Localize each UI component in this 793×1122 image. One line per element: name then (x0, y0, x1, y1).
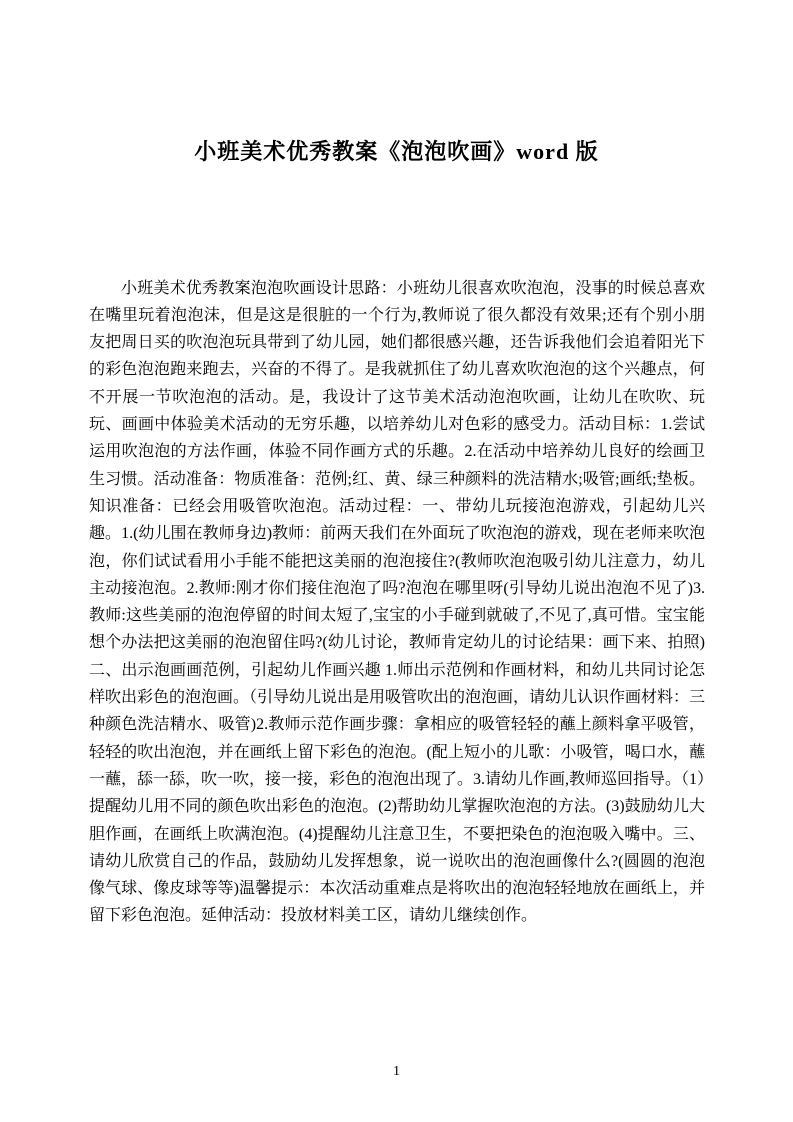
page-number: 1 (393, 1064, 400, 1079)
document-body-paragraph: 小班美术优秀教案泡泡吹画设计思路：小班幼儿很喜欢吹泡泡，没事的时候总喜欢在嘴里玩着泡泡沫，但是这是很脏的一个行为,教师说了很久都没有效果;还有个别小朋友把周日买的吹泡泡玩具带到了幼儿园，她们都很感兴趣，还告诉我他们会追着阳光下的彩色泡泡跑来跑去，兴奋的不得了。是我就抓住了幼儿喜欢吹泡泡的这个兴趣点，何不开展一节吹泡泡的活动。是，我设计了这节美术活动泡泡吹画，让幼儿在吹吹、玩玩、画画中体验美术活动的无穷乐趣，以培养幼儿对色彩的感受力。活动目标：1.尝试运用吹泡泡的方法作画，体验不同作画方式的乐趣。2.在活动中培养幼儿良好的绘画卫生习惯。活动准备：物质准备：范例;红、黄、绿三种颜料的洗洁精水;吸管;画纸;垫板。知识准备：已经会用吸管吹泡泡。活动过程：一、带幼儿玩接泡泡游戏，引起幼儿兴趣。1.(幼儿围在教师身边)教师：前两天我们在外面玩了吹泡泡的游戏，现在老师来吹泡泡，你们试试看用小手能不能把这美丽的泡泡接住?(教师吹泡泡吸引幼儿注意力，幼儿主动接泡泡。2.教师:刚才你们接住泡泡了吗?泡泡在哪里呀(引导幼儿说出泡泡不见了)3.教师:这些美丽的泡泡停留的时间太短了,宝宝的小手碰到就破了,不见了,真可惜。宝宝能想个办法把这美丽的泡泡留住吗?(幼儿讨论，教师肯定幼儿的讨论结果：画下来、拍照)二、出示泡画画范例，引起幼儿作画兴趣 1.师出示范例和作画材料，和幼儿共同讨论怎样吹出彩色的泡泡画。（引导幼儿说出是用吸管吹出的泡泡画，请幼儿认识作画材料：三种颜色洗洁精水、吸管)2.教师示范作画步骤：拿相应的吸管轻轻的蘸上颜料拿平吸管，轻轻的吹出泡泡，并在画纸上留下彩色的泡泡。(配上短小的儿歌：小吸管，喝口水，蘸一蘸，舔一舔，吹一吹，接一接，彩色的泡泡出现了。3.请幼儿作画,教师巡回指导。（1）提醒幼儿用不同的颜色吹出彩色的泡泡。(2)帮助幼儿掌握吹泡泡的方法。(3)鼓励幼儿大胆作画，在画纸上吹满泡泡。(4)提醒幼儿注意卫生，不要把染色的泡泡吸入嘴中。三、请幼儿欣赏自己的作品，鼓励幼儿发挥想象，说一说吹出的泡泡画像什么?(圆圆的泡泡像气球、像皮球等等)温馨提示：本次活动重难点是将吹出的泡泡轻轻地放在画纸上，并留下彩色泡泡。延伸活动：投放材料美工区，请幼儿继续创作。 (89, 279, 706, 925)
document-title: 小班美术优秀教案《泡泡吹画》word 版 (194, 139, 599, 164)
